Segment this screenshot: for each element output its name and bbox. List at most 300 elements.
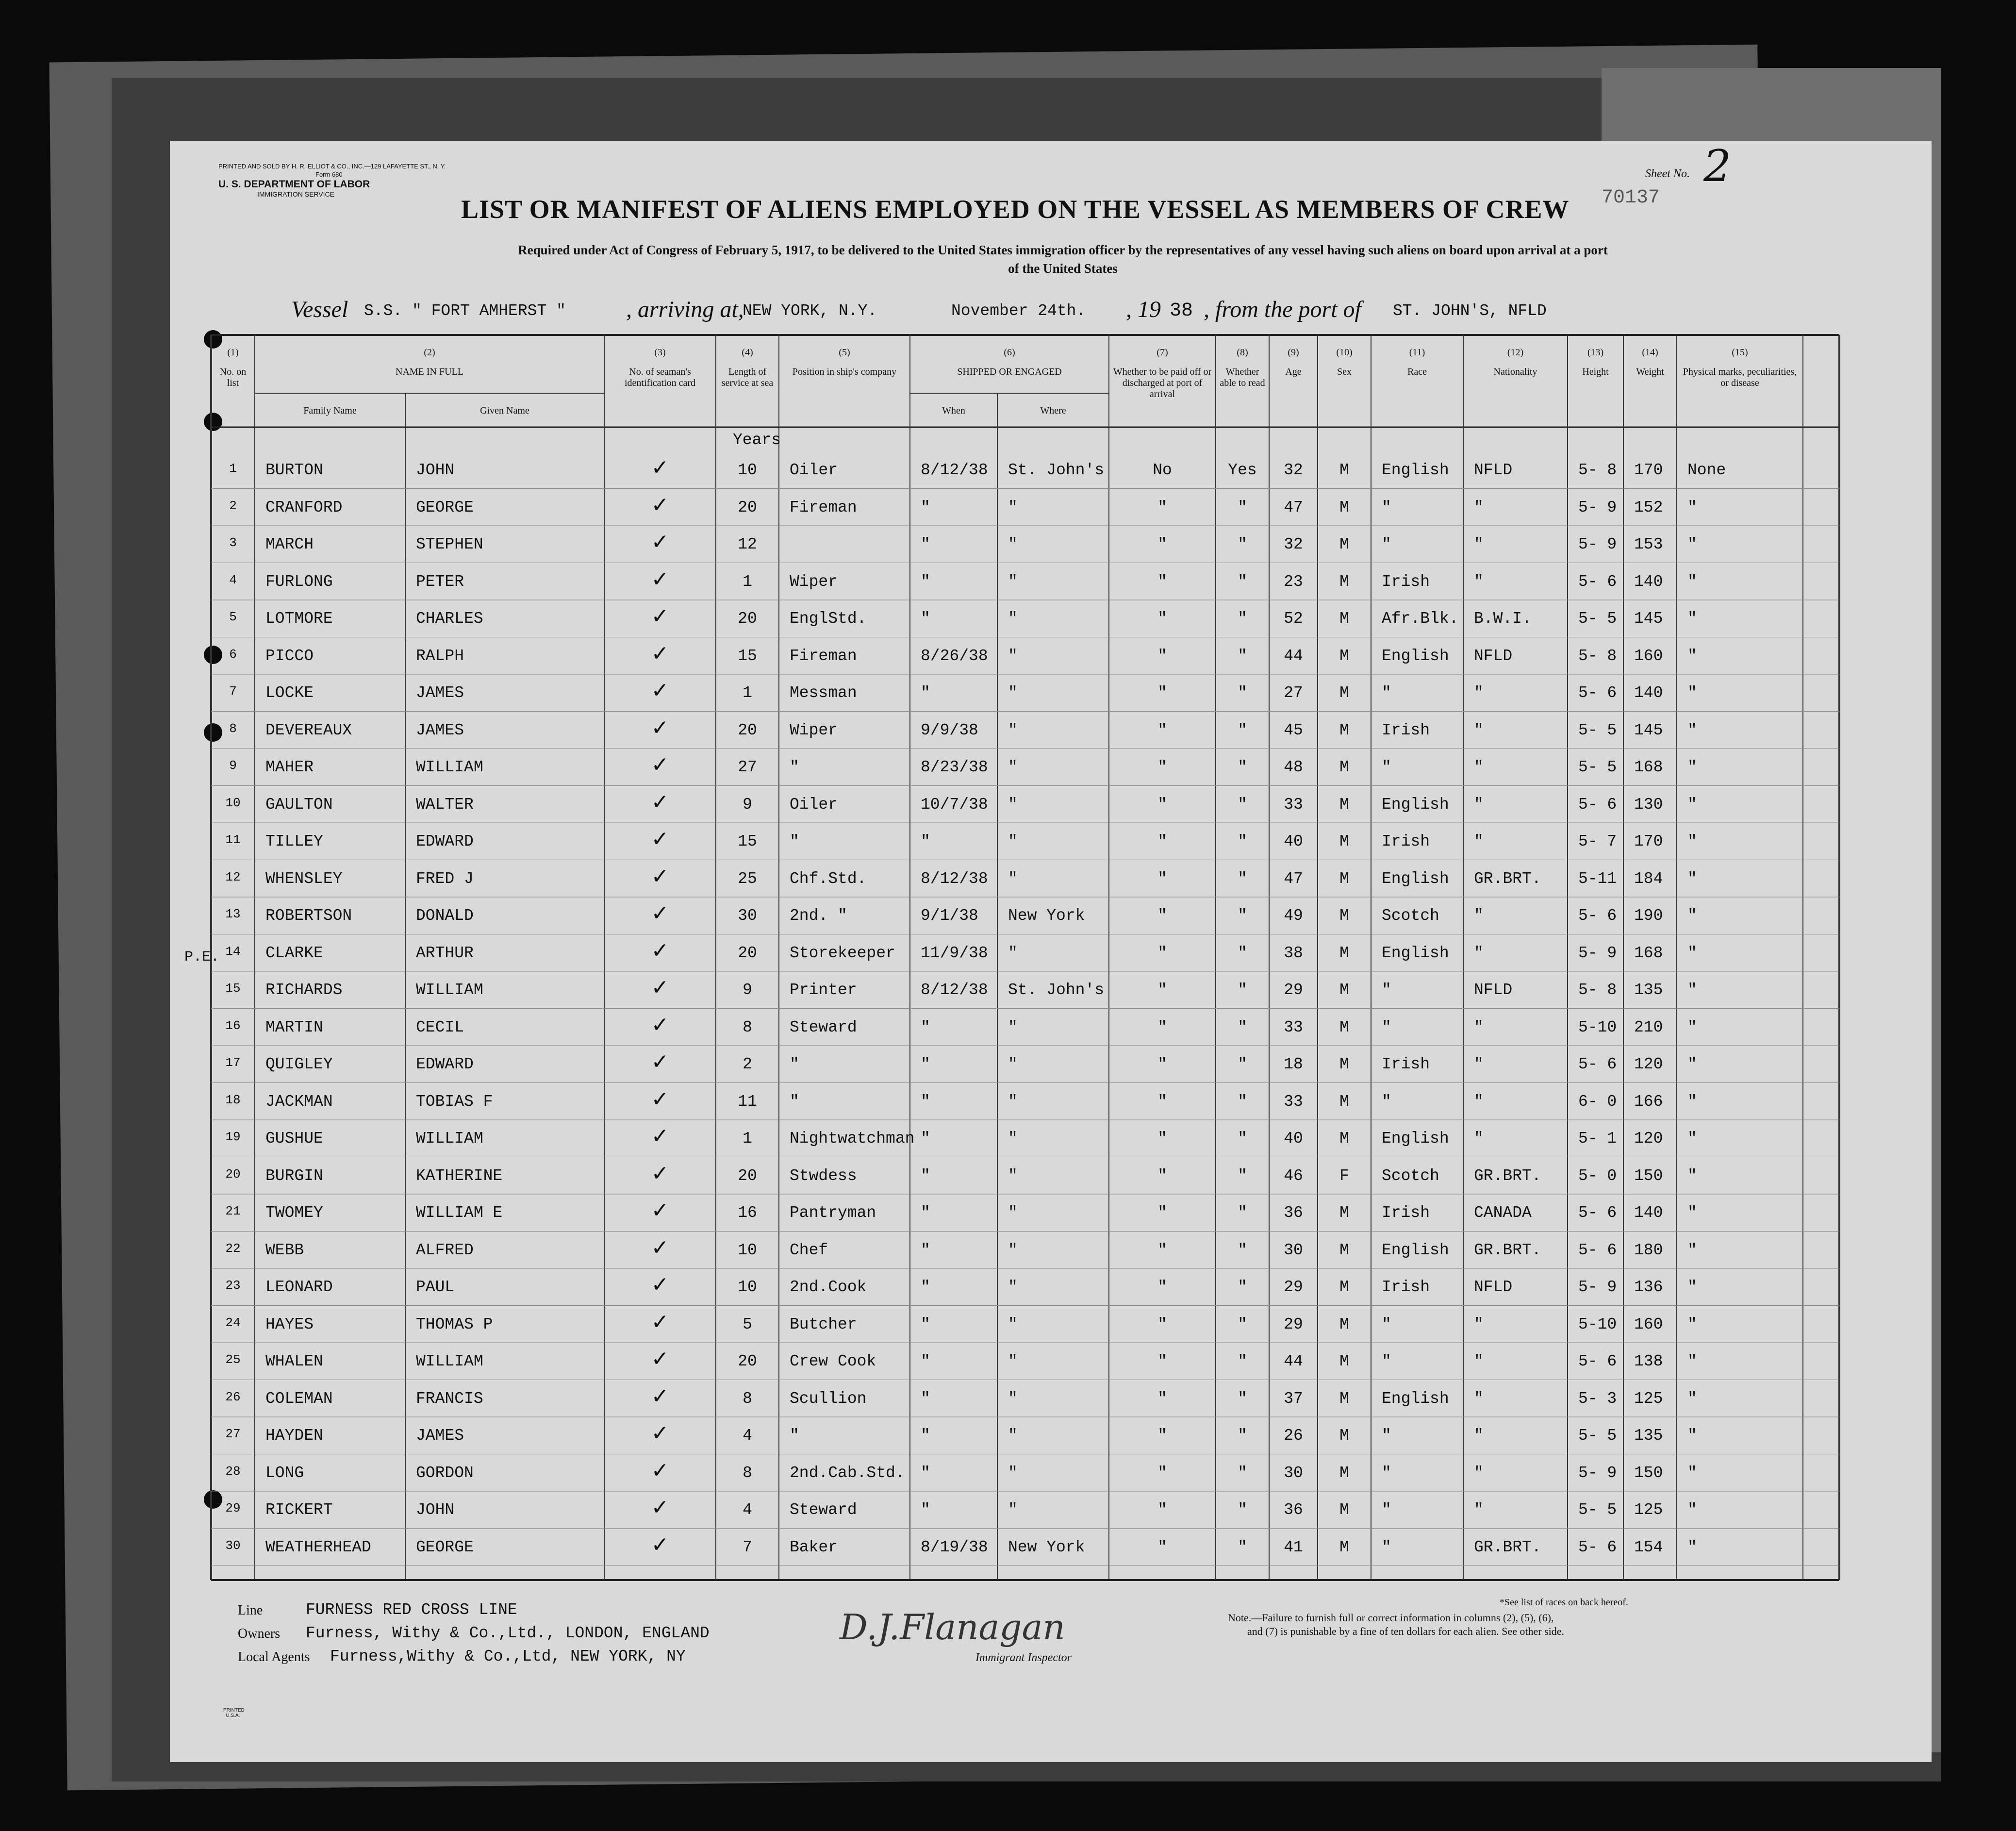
cell-given: ARTHUR [416, 944, 474, 962]
cell-service: 10 [738, 1278, 757, 1296]
arrival-year: 38 [1170, 300, 1193, 322]
column-header: No. on list [219, 366, 247, 388]
cell-read: " [1238, 684, 1247, 702]
cell-given: CHARLES [416, 610, 483, 628]
column-number: (2) [424, 347, 435, 358]
cell-position: Nightwatchman [790, 1130, 915, 1148]
cell-position: Printer [790, 981, 857, 999]
cell-when: 8/12/38 [921, 461, 988, 479]
cell-nat: " [1474, 1352, 1484, 1370]
cell-service: 15 [738, 647, 757, 665]
cell-given: EDWARD [416, 832, 474, 850]
cell-family: RICKERT [265, 1501, 333, 1519]
cell-age: 32 [1284, 535, 1303, 553]
cell-age: 37 [1284, 1389, 1303, 1408]
cell-height: 5- 9 [1578, 1278, 1617, 1296]
cell-service: 20 [738, 721, 757, 739]
cell-service: 1 [743, 1130, 752, 1148]
cell-service: 20 [738, 498, 757, 516]
cell-height: 5- 0 [1578, 1166, 1617, 1185]
cell-marks: " [1687, 1241, 1697, 1259]
cell-given: TOBIAS F [416, 1092, 493, 1111]
cell-when: 8/12/38 [921, 869, 988, 888]
cell-sex: M [1339, 907, 1349, 925]
cell-marks: " [1687, 981, 1697, 999]
cell-weight: 168 [1634, 758, 1663, 776]
cell-paid: " [1157, 1055, 1167, 1073]
cell-no: 21 [225, 1204, 241, 1218]
cell-sex: M [1339, 1018, 1349, 1036]
cell-card: ✓ [651, 752, 669, 777]
cell-age: 23 [1284, 572, 1303, 591]
cell-given: GEORGE [416, 498, 474, 516]
cell-where: " [1008, 1055, 1018, 1073]
agents-label: Local Agents [238, 1649, 310, 1665]
cell-sex: M [1339, 758, 1349, 776]
cell-family: JACKMAN [265, 1092, 333, 1111]
cell-service: 16 [738, 1204, 757, 1222]
cell-where: " [1008, 535, 1018, 553]
cell-read: " [1238, 498, 1247, 516]
column-subheader: Where [1040, 405, 1066, 416]
cell-read: " [1238, 869, 1247, 888]
cell-position: " [790, 1427, 799, 1445]
cell-paid: " [1157, 535, 1167, 553]
cell-nat: " [1474, 721, 1484, 739]
cell-marks: " [1687, 684, 1697, 702]
cell-no: 7 [229, 684, 237, 699]
cell-card: ✓ [651, 1532, 669, 1557]
cell-given: EDWARD [416, 1055, 474, 1073]
cell-race: " [1382, 1315, 1391, 1333]
cell-paid: " [1157, 1464, 1167, 1482]
cell-no: 13 [225, 907, 241, 921]
cell-race: English [1382, 1389, 1449, 1408]
cell-nat: " [1474, 832, 1484, 850]
cell-card: ✓ [651, 1161, 669, 1186]
cell-marks: " [1687, 535, 1697, 553]
cell-position: " [790, 1055, 799, 1073]
cell-when: " [921, 1427, 930, 1445]
departure-port: ST. JOHN'S, NFLD [1393, 302, 1547, 320]
cell-height: 6- 0 [1578, 1092, 1617, 1111]
cell-marks: " [1687, 795, 1697, 814]
cell-read: " [1238, 1018, 1247, 1036]
cell-family: COLEMAN [265, 1389, 333, 1408]
cell-sex: M [1339, 981, 1349, 999]
cell-no: 4 [229, 572, 237, 587]
cell-marks: " [1687, 647, 1697, 665]
cell-read: " [1238, 1389, 1247, 1408]
cell-card: ✓ [651, 1049, 669, 1074]
cell-marks: None [1687, 461, 1726, 479]
cell-paid: " [1157, 1018, 1167, 1036]
cell-position: Crew Cook [790, 1352, 876, 1370]
cell-when: " [921, 1464, 930, 1482]
cell-marks: " [1687, 1092, 1697, 1111]
cell-race: English [1382, 944, 1449, 962]
inspector-label: Immigrant Inspector [975, 1651, 1072, 1664]
cell-race: " [1382, 1427, 1391, 1445]
cell-position: 2nd. " [790, 907, 847, 925]
cell-sex: M [1339, 461, 1349, 479]
cell-service: 10 [738, 461, 757, 479]
cell-no: 9 [229, 758, 237, 773]
cell-age: 36 [1284, 1501, 1303, 1519]
cell-no: 3 [229, 535, 237, 550]
cell-family: FURLONG [265, 572, 333, 591]
column-number: (6) [1004, 347, 1015, 358]
cell-marks: " [1687, 572, 1697, 591]
cell-nat: GR.BRT. [1474, 869, 1541, 888]
cell-where: " [1008, 1427, 1018, 1445]
cell-where: " [1008, 647, 1018, 665]
owners-name: Furness, Withy & Co.,Ltd., LONDON, ENGLAND [306, 1624, 710, 1642]
cell-race: " [1382, 1092, 1391, 1111]
cell-nat: " [1474, 1092, 1484, 1111]
cell-weight: 160 [1634, 1315, 1663, 1333]
cell-paid: " [1157, 869, 1167, 888]
sheet-number: 2 [1703, 141, 1732, 192]
cell-race: " [1382, 758, 1391, 776]
cell-height: 5- 8 [1578, 461, 1617, 479]
column-header: Whether to be paid off or discharged at port of arrival [1113, 366, 1212, 399]
cell-service: 1 [743, 572, 752, 591]
cell-no: 10 [225, 795, 241, 810]
cell-weight: 150 [1634, 1464, 1663, 1482]
cell-age: 46 [1284, 1166, 1303, 1185]
cell-given: JOHN [416, 1501, 455, 1519]
column-header: SHIPPED OR ENGAGED [957, 366, 1062, 377]
cell-race: English [1382, 795, 1449, 814]
cell-where: " [1008, 758, 1018, 776]
cell-when: " [921, 610, 930, 628]
cell-position: " [790, 758, 799, 776]
cell-where: " [1008, 1166, 1018, 1185]
cell-weight: 152 [1634, 498, 1663, 516]
column-number: (8) [1237, 347, 1248, 358]
column-header: Height [1582, 366, 1609, 377]
cell-card: ✓ [651, 1458, 669, 1483]
cell-height: 5- 6 [1578, 1055, 1617, 1073]
cell-where: New York [1008, 907, 1085, 925]
cell-service: 11 [738, 1092, 757, 1111]
cell-card: ✓ [651, 455, 669, 480]
cell-paid: " [1157, 832, 1167, 850]
cell-weight: 166 [1634, 1092, 1663, 1111]
cell-weight: 145 [1634, 721, 1663, 739]
cell-race: Irish [1382, 1055, 1430, 1073]
cell-age: 49 [1284, 907, 1303, 925]
cell-sex: M [1339, 1352, 1349, 1370]
cell-family: HAYES [265, 1315, 314, 1333]
cell-card: ✓ [651, 492, 669, 517]
column-header: No. of seaman's identification card [624, 366, 696, 388]
cell-nat: GR.BRT. [1474, 1241, 1541, 1259]
cell-card: ✓ [651, 1012, 669, 1037]
cell-service: 25 [738, 869, 757, 888]
cell-position: 2nd.Cook [790, 1278, 867, 1296]
cell-sex: M [1339, 647, 1349, 665]
cell-given: THOMAS P [416, 1315, 493, 1333]
cell-nat: " [1474, 944, 1484, 962]
cell-height: 5- 6 [1578, 795, 1617, 814]
column-header: NAME IN FULL [396, 366, 463, 377]
cell-sex: M [1339, 1538, 1349, 1556]
cell-service: 9 [743, 981, 752, 999]
cell-race: Scotch [1382, 907, 1439, 925]
cell-no: 8 [229, 721, 237, 736]
cell-when: " [921, 1352, 930, 1370]
cell-sex: M [1339, 572, 1349, 591]
cell-read: " [1238, 1130, 1247, 1148]
cell-when: 9/1/38 [921, 907, 978, 925]
cell-nat: " [1474, 1427, 1484, 1445]
cell-card: ✓ [651, 604, 669, 629]
cell-no: 15 [225, 981, 241, 996]
cell-family: MAHER [265, 758, 314, 776]
cell-card: ✓ [651, 864, 669, 889]
page-title: LIST OR MANIFEST OF ALIENS EMPLOYED ON THE VESSEL AS MEMBERS OF CREW [461, 195, 1570, 224]
cell-paid: No [1153, 461, 1172, 479]
column-number: (3) [654, 347, 666, 358]
cell-card: ✓ [651, 715, 669, 740]
cell-position: 2nd.Cab.Std. [790, 1464, 905, 1482]
cell-height: 5- 9 [1578, 1464, 1617, 1482]
cell-marks: " [1687, 1538, 1697, 1556]
cell-sex: M [1339, 498, 1349, 516]
cell-nat: " [1474, 572, 1484, 591]
cell-nat: " [1474, 907, 1484, 925]
cell-sex: M [1339, 684, 1349, 702]
cell-marks: " [1687, 1315, 1697, 1333]
cell-read: " [1238, 1538, 1247, 1556]
cell-where: " [1008, 869, 1018, 888]
cell-given: FRANCIS [416, 1389, 483, 1408]
cell-weight: 140 [1634, 684, 1663, 702]
cell-no: 25 [225, 1352, 241, 1367]
cell-height: 5- 5 [1578, 758, 1617, 776]
cell-marks: " [1687, 1501, 1697, 1519]
cell-service: 8 [743, 1389, 752, 1408]
cell-race: Irish [1382, 1278, 1430, 1296]
line-name: FURNESS RED CROSS LINE [306, 1601, 517, 1619]
cell-given: JOHN [416, 461, 455, 479]
cell-given: WILLIAM [416, 981, 483, 999]
cell-age: 52 [1284, 610, 1303, 628]
cell-when: " [921, 1204, 930, 1222]
cell-race: " [1382, 498, 1391, 516]
cell-given: WILLIAM [416, 758, 483, 776]
cell-sex: M [1339, 1241, 1349, 1259]
cell-card: ✓ [651, 1347, 669, 1371]
cell-given: PETER [416, 572, 464, 591]
cell-age: 29 [1284, 1315, 1303, 1333]
vessel-label: Vessel [291, 297, 348, 322]
cell-no: 29 [225, 1501, 241, 1515]
cell-service: 27 [738, 758, 757, 776]
cell-race: " [1382, 684, 1391, 702]
cell-service: 20 [738, 944, 757, 962]
cell-service: 8 [743, 1464, 752, 1482]
cell-where: " [1008, 1352, 1018, 1370]
cell-paid: " [1157, 498, 1167, 516]
cell-nat: NFLD [1474, 981, 1513, 999]
cell-read: " [1238, 1092, 1247, 1111]
cell-no: 6 [229, 647, 237, 662]
cell-family: WHENSLEY [265, 869, 343, 888]
cell-weight: 135 [1634, 1427, 1663, 1445]
cell-nat: GR.BRT. [1474, 1166, 1541, 1185]
cell-service: 4 [743, 1501, 752, 1519]
cell-read: " [1238, 758, 1247, 776]
cell-height: 5- 5 [1578, 721, 1617, 739]
cell-when: " [921, 1055, 930, 1073]
cell-height: 5- 6 [1578, 1538, 1617, 1556]
cell-paid: " [1157, 1352, 1167, 1370]
cell-paid: " [1157, 1315, 1167, 1333]
cell-family: GAULTON [265, 795, 333, 814]
cell-age: 45 [1284, 721, 1303, 739]
cell-paid: " [1157, 795, 1167, 814]
cell-position: Fireman [790, 647, 857, 665]
column-header: Whether able to read [1220, 366, 1265, 388]
from-label: , from the port of [1204, 297, 1361, 322]
cell-read: " [1238, 1427, 1247, 1445]
cell-given: WALTER [416, 795, 474, 814]
cell-read: " [1238, 647, 1247, 665]
cell-card: ✓ [651, 975, 669, 1000]
cell-sex: M [1339, 1315, 1349, 1333]
cell-when: " [921, 1501, 930, 1519]
cell-read: " [1238, 832, 1247, 850]
column-number: (7) [1157, 347, 1168, 358]
cell-given: GEORGE [416, 1538, 474, 1556]
cell-marks: " [1687, 498, 1697, 516]
cell-family: BURGIN [265, 1166, 323, 1185]
cell-sex: M [1339, 1464, 1349, 1482]
cell-card: ✓ [651, 641, 669, 666]
cell-position: Baker [790, 1538, 838, 1556]
cell-weight: 130 [1634, 795, 1663, 814]
cell-when: 8/26/38 [921, 647, 988, 665]
cell-race: English [1382, 1130, 1449, 1148]
cell-race: Irish [1382, 572, 1430, 591]
cell-weight: 145 [1634, 610, 1663, 628]
cell-service: 20 [738, 1166, 757, 1185]
cell-read: " [1238, 1166, 1247, 1185]
cell-age: 44 [1284, 647, 1303, 665]
cell-where: " [1008, 572, 1018, 591]
cell-where: " [1008, 1501, 1018, 1519]
column-number: (9) [1288, 347, 1299, 358]
cell-nat: NFLD [1474, 647, 1513, 665]
cell-family: WEATHERHEAD [265, 1538, 371, 1556]
cell-read: Yes [1228, 461, 1257, 479]
cell-service: 1 [743, 684, 752, 702]
cell-given: JAMES [416, 684, 464, 702]
cell-card: ✓ [651, 1421, 669, 1446]
cell-sex: M [1339, 1427, 1349, 1445]
cell-where: " [1008, 684, 1018, 702]
manifest-sheet [170, 141, 1932, 1762]
cell-nat: " [1474, 498, 1484, 516]
cell-race: English [1382, 461, 1449, 479]
cell-service: 2 [743, 1055, 752, 1073]
cell-no: 12 [225, 869, 241, 884]
cell-age: 30 [1284, 1464, 1303, 1482]
cell-family: RICHARDS [265, 981, 343, 999]
cell-card: ✓ [651, 1124, 669, 1149]
cell-age: 33 [1284, 1092, 1303, 1111]
cell-age: 26 [1284, 1427, 1303, 1445]
cell-height: 5- 6 [1578, 1204, 1617, 1222]
printer-line: PRINTED AND SOLD BY H. R. ELLIOT & CO., INC.—129 LAFAYETTE ST., N. Y. [218, 163, 446, 170]
cell-family: WEBB [265, 1241, 304, 1259]
cell-card: ✓ [651, 530, 669, 554]
cell-read: " [1238, 721, 1247, 739]
cell-family: PICCO [265, 647, 314, 665]
cell-when: " [921, 832, 930, 850]
cell-where: " [1008, 1315, 1018, 1333]
cell-card: ✓ [651, 1309, 669, 1334]
cell-position: " [790, 832, 799, 850]
stamp-number: 70137 [1602, 187, 1660, 209]
cell-marks: " [1687, 1427, 1697, 1445]
cell-read: " [1238, 944, 1247, 962]
column-number: (5) [839, 347, 850, 358]
sheet-label: Sheet No. [1645, 167, 1690, 180]
cell-height: 5-10 [1578, 1018, 1617, 1036]
cell-no: 11 [225, 832, 241, 847]
cell-race: " [1382, 1538, 1391, 1556]
cell-age: 44 [1284, 1352, 1303, 1370]
cell-where: " [1008, 1241, 1018, 1259]
cell-position: Fireman [790, 498, 857, 516]
cell-when: " [921, 1092, 930, 1111]
cell-weight: 120 [1634, 1055, 1663, 1073]
cell-card: ✓ [651, 1235, 669, 1260]
cell-height: 5- 5 [1578, 1501, 1617, 1519]
cell-given: RALPH [416, 647, 464, 665]
cell-nat: " [1474, 1315, 1484, 1333]
cell-read: " [1238, 572, 1247, 591]
cell-weight: 154 [1634, 1538, 1663, 1556]
cell-card: ✓ [651, 1086, 669, 1112]
cell-height: 5- 5 [1578, 610, 1617, 628]
cell-position: EnglStd. [790, 610, 867, 628]
cell-position: Chef [790, 1241, 828, 1259]
column-number: (12) [1507, 347, 1524, 358]
cell-where: " [1008, 1092, 1018, 1111]
cell-where: St. John's [1008, 981, 1105, 999]
cell-height: 5-11 [1578, 869, 1617, 888]
cell-given: FRED J [416, 869, 474, 888]
cell-marks: " [1687, 1278, 1697, 1296]
cell-given: JAMES [416, 1427, 464, 1445]
cell-race: " [1382, 1501, 1391, 1519]
cell-paid: " [1157, 572, 1167, 591]
cell-nat: " [1474, 795, 1484, 814]
cell-when: " [921, 572, 930, 591]
cell-sex: M [1339, 535, 1349, 553]
column-number: (1) [227, 347, 239, 358]
cell-no: 5 [229, 610, 237, 624]
column-number: (4) [742, 347, 753, 358]
cell-when: 9/9/38 [921, 721, 978, 739]
cell-paid: " [1157, 1278, 1167, 1296]
column-number: (14) [1642, 347, 1658, 358]
